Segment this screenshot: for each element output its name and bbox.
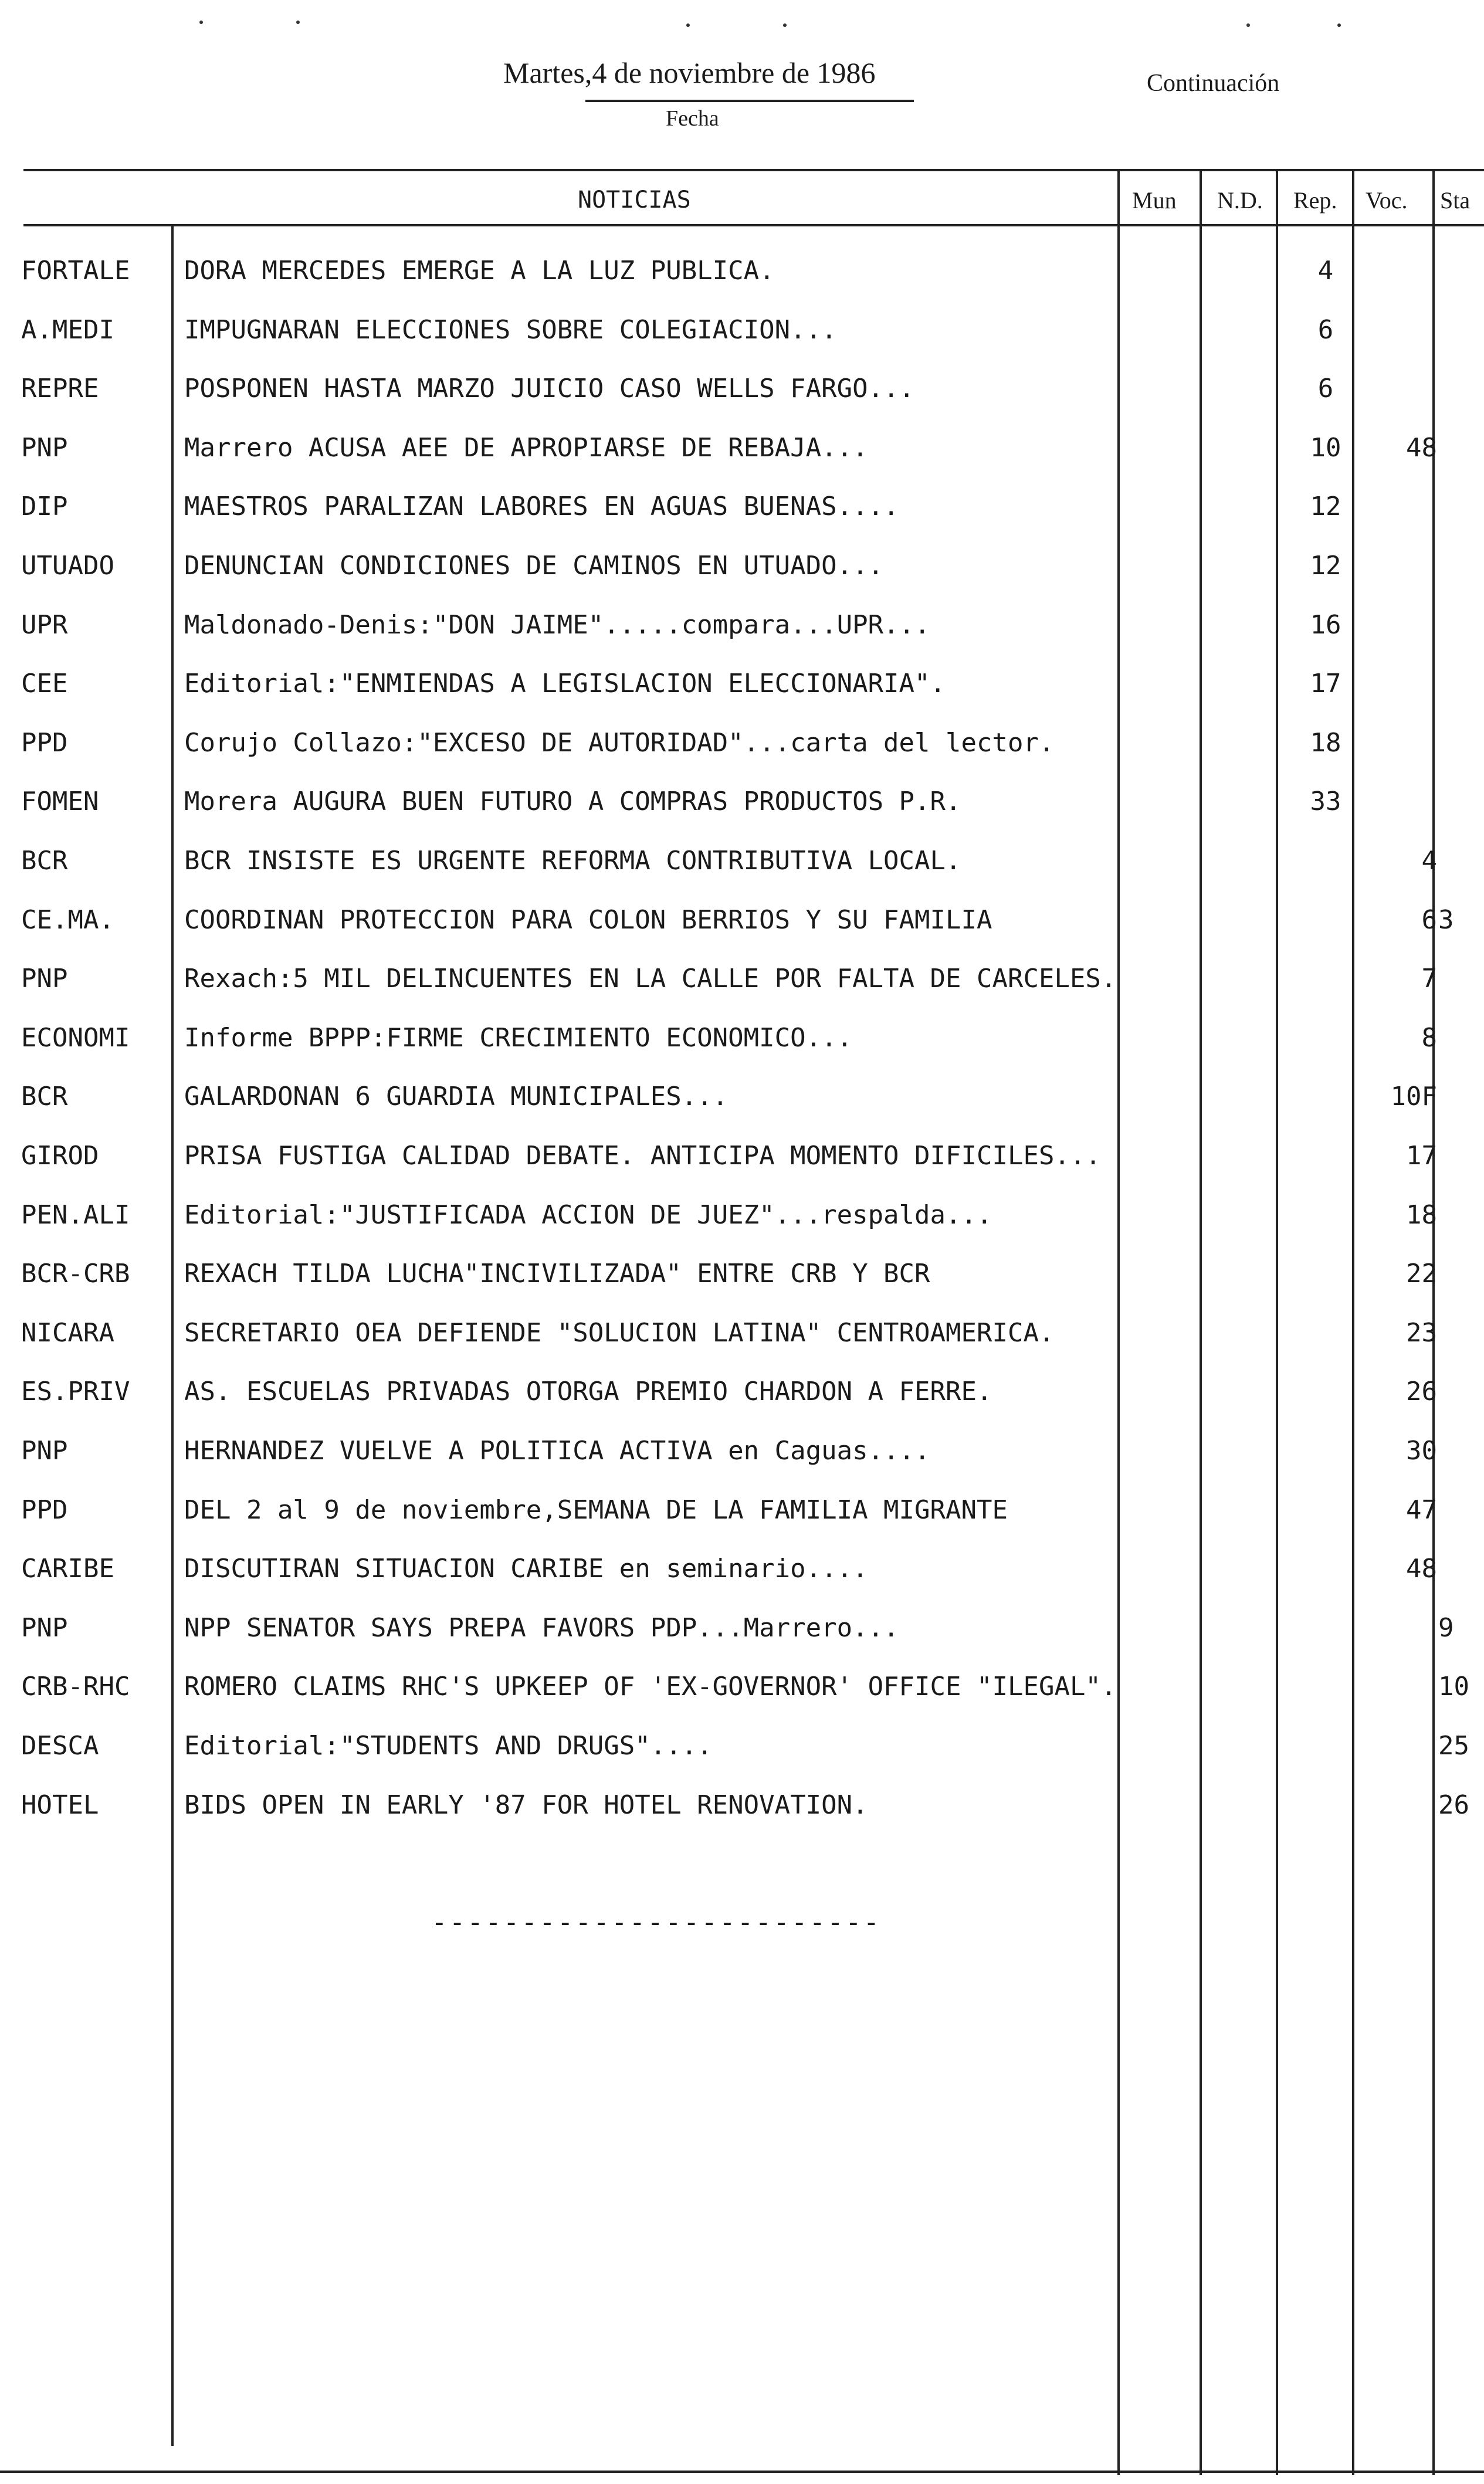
row-headline: Marrero ACUSA AEE DE APROPIARSE DE REBAJA... bbox=[184, 433, 868, 463]
row-code: HOTEL bbox=[21, 1790, 99, 1820]
row-sta-page: 10 bbox=[1438, 1672, 1469, 1702]
row-headline: SECRETARIO OEA DEFIENDE "SOLUCION LATINA" CENTROAMERICA. bbox=[184, 1318, 1055, 1348]
header-voc: Voc. bbox=[1366, 187, 1408, 214]
row-headline: DENUNCIAN CONDICIONES DE CAMINOS EN UTUADO... bbox=[184, 551, 884, 581]
table-header-rule bbox=[23, 224, 1484, 226]
row-headline: IMPUGNARAN ELECCIONES SOBRE COLEGIACION... bbox=[184, 315, 837, 345]
scan-speck bbox=[1246, 23, 1250, 27]
row-rep-page: 16 bbox=[1310, 610, 1341, 640]
row-rep-page: 17 bbox=[1310, 669, 1341, 699]
row-headline: DORA MERCEDES EMERGE A LA LUZ PUBLICA. bbox=[184, 256, 775, 286]
row-headline: PRISA FUSTIGA CALIDAD DEBATE. ANTICIPA MOMENTO DIFICILES... bbox=[184, 1141, 1101, 1171]
row-code: PNP bbox=[21, 433, 68, 463]
row-rep-page: 10 bbox=[1310, 433, 1341, 463]
row-headline: Editorial:"ENMIENDAS A LEGISLACION ELECCIONARIA". bbox=[184, 669, 946, 699]
row-headline: REXACH TILDA LUCHA"INCIVILIZADA" ENTRE CRB Y BCR bbox=[184, 1259, 930, 1289]
row-rep-page: 4 bbox=[1317, 256, 1334, 286]
row-voc-page: 22 bbox=[1406, 1259, 1437, 1289]
row-headline: AS. ESCUELAS PRIVADAS OTORGA PREMIO CHARDON A FERRE. bbox=[184, 1377, 992, 1407]
table-bottom-rule bbox=[0, 2471, 1484, 2473]
row-code: CRB-RHC bbox=[21, 1672, 130, 1702]
row-headline: ROMERO CLAIMS RHC'S UPKEEP OF 'EX-GOVERNOR' OFFICE "ILEGAL". bbox=[184, 1672, 1117, 1702]
row-code: PPD bbox=[21, 1495, 68, 1525]
row-code: PEN.ALI bbox=[21, 1200, 130, 1230]
row-voc-page: 18 bbox=[1406, 1200, 1437, 1230]
row-headline: Maldonado-Denis:"DON JAIME".....compara...UPR... bbox=[184, 610, 930, 640]
row-headline: NPP SENATOR SAYS PREPA FAVORS PDP...Marrero... bbox=[184, 1613, 899, 1643]
row-headline: MAESTROS PARALIZAN LABORES EN AGUAS BUENAS.... bbox=[184, 492, 899, 521]
row-code: UTUADO bbox=[21, 551, 114, 581]
row-code: ECONOMI bbox=[21, 1023, 130, 1053]
row-code: DESCA bbox=[21, 1731, 99, 1761]
mun-column-divider bbox=[1117, 170, 1120, 2475]
header-noticias: NOTICIAS bbox=[578, 187, 691, 214]
row-headline: Editorial:"JUSTIFICADA ACCION DE JUEZ"...respalda... bbox=[184, 1200, 992, 1230]
row-rep-page: 18 bbox=[1310, 728, 1341, 758]
row-headline: BCR INSISTE ES URGENTE REFORMA CONTRIBUTIVA LOCAL. bbox=[184, 846, 961, 876]
row-voc-page: 10F bbox=[1390, 1082, 1437, 1111]
row-code: PNP bbox=[21, 1436, 68, 1466]
row-headline: Editorial:"STUDENTS AND DRUGS".... bbox=[184, 1731, 713, 1761]
row-code: PPD bbox=[21, 728, 68, 758]
rep-column-divider bbox=[1276, 170, 1278, 2475]
closing-dash-rule: ------------------------- bbox=[431, 1906, 882, 1938]
row-headline: COORDINAN PROTECCION PARA COLON BERRIOS Y SU FAMILIA bbox=[184, 905, 992, 935]
row-code: PNP bbox=[21, 1613, 68, 1643]
row-rep-page: 12 bbox=[1310, 551, 1341, 581]
fecha-label: Fecha bbox=[666, 106, 719, 131]
row-voc-page: 26 bbox=[1406, 1377, 1437, 1407]
row-code: CE.MA. bbox=[21, 905, 114, 935]
row-voc-page: 8 bbox=[1421, 1023, 1437, 1053]
row-headline: HERNANDEZ VUELVE A POLITICA ACTIVA en Caguas.... bbox=[184, 1436, 930, 1466]
row-code: FORTALE bbox=[21, 256, 130, 286]
row-code: DIP bbox=[21, 492, 68, 521]
row-headline: Morera AUGURA BUEN FUTURO A COMPRAS PRODUCTOS P.R. bbox=[184, 787, 961, 816]
row-headline: POSPONEN HASTA MARZO JUICIO CASO WELLS FARGO... bbox=[184, 374, 915, 404]
row-code: CARIBE bbox=[21, 1554, 114, 1584]
row-code: BCR-CRB bbox=[21, 1259, 130, 1289]
row-voc-page: 47 bbox=[1406, 1495, 1437, 1525]
nd-column-divider bbox=[1200, 170, 1202, 2475]
date-underline bbox=[585, 100, 914, 102]
row-code: REPRE bbox=[21, 374, 99, 404]
row-code: BCR bbox=[21, 846, 68, 876]
header-rep: Rep. bbox=[1293, 187, 1337, 214]
row-headline: Informe BPPP:FIRME CRECIMIENTO ECONOMICO... bbox=[184, 1023, 853, 1053]
row-headline: BIDS OPEN IN EARLY '87 FOR HOTEL RENOVATION. bbox=[184, 1790, 868, 1820]
row-code: FOMEN bbox=[21, 787, 99, 816]
header-nd: N.D. bbox=[1217, 187, 1263, 214]
row-voc-page: 48 bbox=[1406, 433, 1437, 463]
row-sta-page: 25 bbox=[1438, 1731, 1469, 1761]
header-sta: Sta bbox=[1440, 187, 1471, 214]
row-sta-page: 3 bbox=[1438, 905, 1454, 935]
row-voc-page: 17 bbox=[1406, 1141, 1437, 1171]
row-sta-page: 26 bbox=[1438, 1790, 1469, 1820]
row-code: BCR bbox=[21, 1082, 68, 1111]
row-code: A.MEDI bbox=[21, 315, 114, 345]
row-voc-page: 4 bbox=[1421, 846, 1437, 876]
row-headline: Rexach:5 MIL DELINCUENTES EN LA CALLE POR FALTA DE CARCELES. bbox=[184, 964, 1117, 994]
row-voc-page: 6 bbox=[1421, 905, 1437, 935]
row-voc-page: 30 bbox=[1406, 1436, 1437, 1466]
header-mun: Mun bbox=[1132, 187, 1177, 214]
row-code: UPR bbox=[21, 610, 68, 640]
row-headline: DEL 2 al 9 de noviembre,SEMANA DE LA FAMILIA MIGRANTE bbox=[184, 1495, 1008, 1525]
row-rep-page: 33 bbox=[1310, 787, 1341, 816]
row-sta-page: 9 bbox=[1438, 1613, 1454, 1643]
code-column-divider bbox=[171, 226, 174, 2446]
row-rep-page: 6 bbox=[1317, 374, 1334, 404]
row-code: CEE bbox=[21, 669, 68, 699]
row-headline: GALARDONAN 6 GUARDIA MUNICIPALES... bbox=[184, 1082, 729, 1111]
report-date: Martes,4 de noviembre de 1986 bbox=[503, 56, 876, 89]
scan-speck bbox=[296, 21, 300, 24]
row-voc-page: 48 bbox=[1406, 1554, 1437, 1584]
row-voc-page: 23 bbox=[1406, 1318, 1437, 1348]
row-code: ES.PRIV bbox=[21, 1377, 130, 1407]
row-headline: Corujo Collazo:"EXCESO DE AUTORIDAD"...carta del lector. bbox=[184, 728, 1055, 758]
row-code: GIROD bbox=[21, 1141, 99, 1171]
row-code: NICARA bbox=[21, 1318, 114, 1348]
row-rep-page: 12 bbox=[1310, 492, 1341, 521]
row-code: PNP bbox=[21, 964, 68, 994]
row-headline: DISCUTIRAN SITUACION CARIBE en seminario.... bbox=[184, 1554, 868, 1584]
row-voc-page: 7 bbox=[1421, 964, 1437, 994]
scan-speck bbox=[686, 23, 690, 27]
scan-speck bbox=[1337, 23, 1341, 27]
continuacion-label: Continuación bbox=[1147, 70, 1280, 97]
scan-speck bbox=[199, 21, 203, 24]
row-rep-page: 6 bbox=[1317, 315, 1334, 345]
scan-speck bbox=[783, 23, 787, 27]
table-top-rule bbox=[23, 169, 1484, 171]
